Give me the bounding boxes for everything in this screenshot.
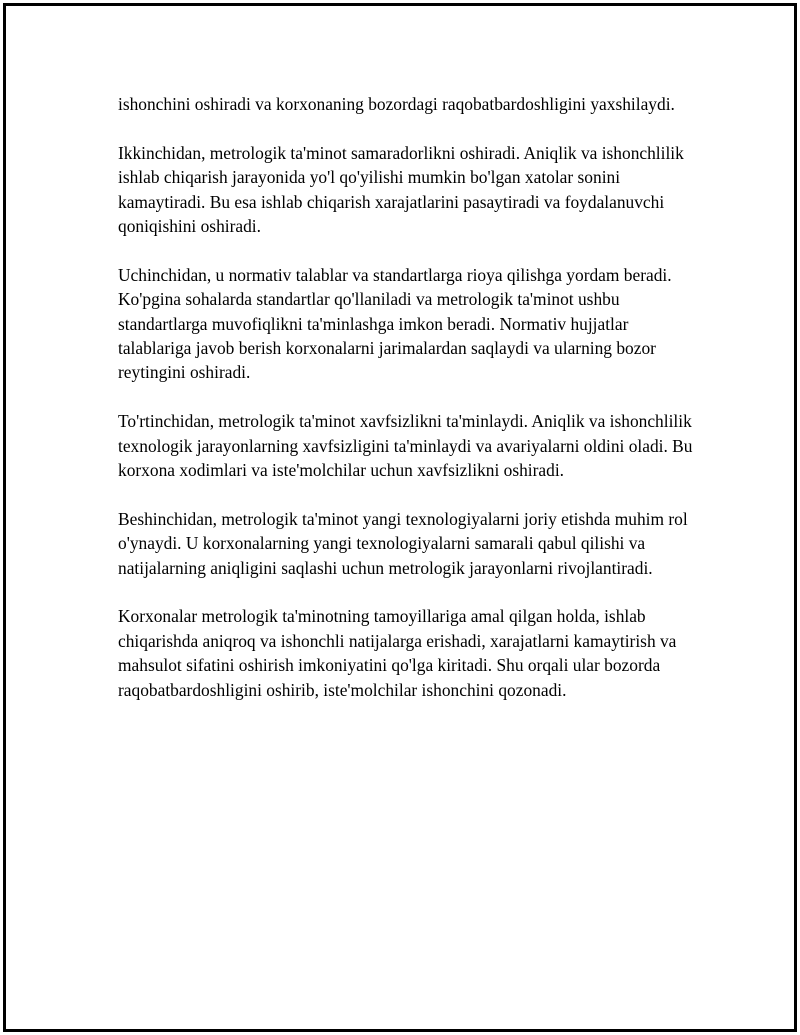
paragraph-fourth: To'rtinchidan, metrologik ta'minot xavfsizlikni ta'minlaydi. Aniqlik va ishonchlilik texnologik jarayonlarning xavfsizligini ta'minlaydi va avariyalarni oldini oladi. Bu korxona xodimlari va iste'molchilar uchun xavfsizlikni oshiradi. [118,411,693,481]
paragraph-conclusion: Korxonalar metrologik ta'minotning tamoyillariga amal qilgan holda, ishlab chiqarishda aniqroq va ishonchli natijalarga erishadi, xarajatlarni kamaytirish va mahsulot sifatini oshirish imkoniyatini qo'lga kiritadi. Shu orqali ular bozorda raqobatbardoshligini oshirib, iste'molchilar ishonchini qozonadi. [118,606,677,700]
document-body [118,92,700,726]
paragraph-fifth: Beshinchidan, metrologik ta'minot yangi texnologiyalarni joriy etishda muhim rol o'ynaydi. U korxonalarning yangi texnologiyalarni samarali qabul qilishi va natijalarning aniqligini saqlashi uchun metrologik jarayonlarni rivojlantiradi. [118,508,688,578]
paragraph-third: Uchinchidan, u normativ talablar va standartlarga rioya qilishga yordam beradi. Ko'pgina sohalarda standartlar qo'llaniladi va metrologik ta'minot ushbu standartlarga muvofiqlikni ta'minlashga imkon beradi. Normativ hujjatlar talablariga javob berish korxonalarni jarimalardan saqlaydi va ularning bozor reytingini oshiradi. [118,264,672,383]
paragraph-continuation: ishonchini oshiradi va korxonaning bozordagi raqobatbardoshligini yaxshilaydi. [118,94,675,114]
paragraph-second: Ikkinchidan, metrologik ta'minot samaradorlikni oshiradi. Aniqlik va ishonchlilik ishlab chiqarish jarayonida yo'l qo'yilishi mumkin bo'lgan xatolar sonini kamaytiradi. Bu esa ishlab chiqarish xarajatlarini pasaytiradi va foydalanuvchi qoniqishini oshiradi. [118,142,684,237]
